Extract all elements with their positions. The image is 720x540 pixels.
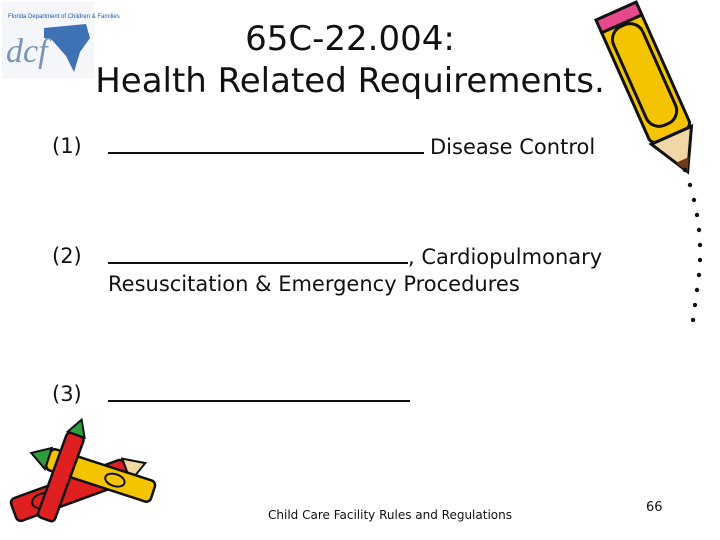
logo-caption: Florida Department of Children & Families [8,14,120,20]
logo-text: dcf [6,33,48,70]
slide-title [90,18,610,102]
slide-footer: Child Care Facility Rules and Regulations [268,508,512,522]
title-line-2: Health Related Requirements. [95,61,605,101]
fill-in-blank [108,242,408,264]
item-number: (1) [52,134,82,158]
crayons-icon [0,432,170,540]
pencil-icon [590,0,720,330]
page-number: 66 [646,500,663,515]
item-number: (2) [52,244,82,268]
title-line-1: 65C-22.004: [245,19,455,59]
fill-in-blank [108,380,410,402]
item-text: Disease Control [430,135,596,159]
item-text-continued: Resuscitation & Emergency Procedures [108,272,520,296]
fill-in-blank [108,132,424,154]
item-text: , Cardiopulmonary [408,245,603,269]
item-number: (3) [52,382,82,406]
dcf-logo [0,0,120,80]
